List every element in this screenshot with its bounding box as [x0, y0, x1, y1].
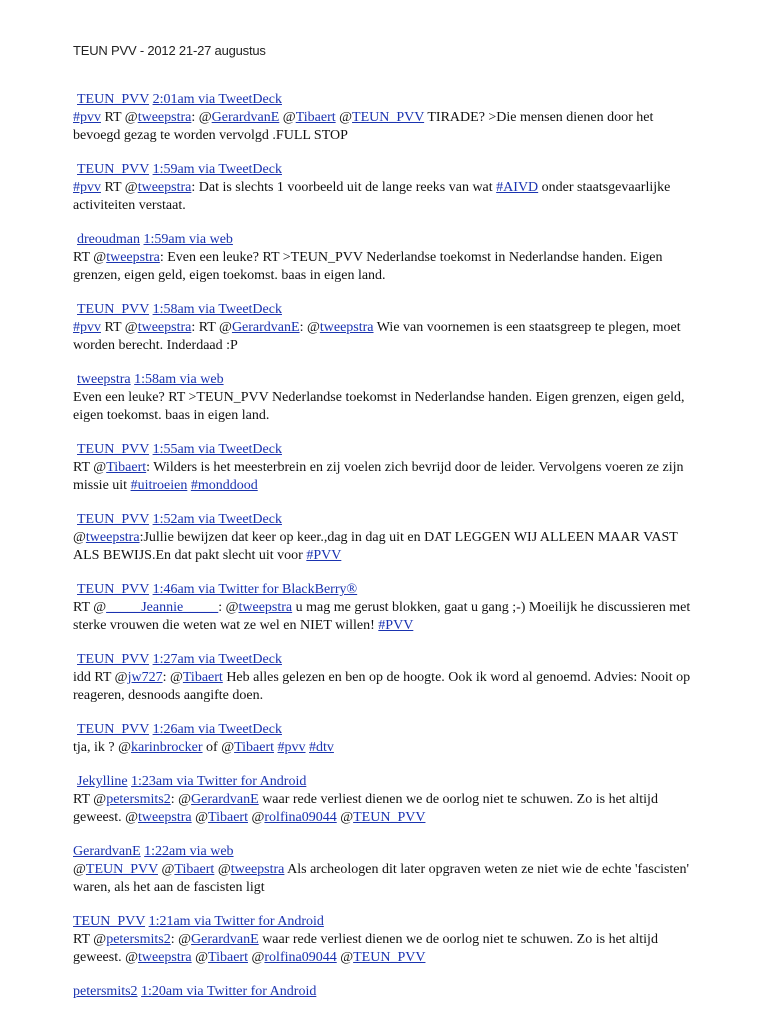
- mention-link[interactable]: tweepstra: [137, 110, 192, 125]
- mention-link[interactable]: rolfina09044: [264, 810, 337, 825]
- tweet-timestamp-link[interactable]: 1:59am via web: [143, 232, 233, 247]
- mention-link[interactable]: tweepstra: [137, 950, 192, 965]
- tweet-timestamp-link[interactable]: 1:55am via TweetDeck: [152, 442, 282, 457]
- tweet-timestamp-link[interactable]: 2:01am via TweetDeck: [152, 92, 282, 107]
- mention-link[interactable]: TEUN_PVV: [85, 862, 158, 877]
- tweet-timestamp-link[interactable]: 1:26am via TweetDeck: [152, 722, 282, 737]
- tweet-header: [73, 91, 698, 109]
- hashtag-link[interactable]: #pvv: [73, 320, 101, 335]
- tweet-text: @tweepstra:Jullie bewijzen dat keer op keer.,dag in dag uit en DAT LEGGEN WIJ ALLEEN MAAR VAST ALS BEWIJS.En dat pakt slecht uit voor #PVV: [73, 530, 678, 563]
- hashtag-link[interactable]: #dtv: [309, 740, 334, 755]
- mention-link[interactable]: tweepstra: [106, 250, 160, 265]
- tweet-header: [73, 721, 698, 739]
- tweet-username-link[interactable]: TEUN_PVV: [77, 652, 150, 667]
- tweet-text: #pvv RT @tweepstra: @GerardvanE @Tibaert @TEUN_PVV TIRADE? >Die mensen dienen door het bevoegd gezag te worden vervolgd .FULL STOP: [73, 110, 654, 143]
- hashtag-link[interactable]: #PVV: [306, 548, 342, 563]
- mention-link[interactable]: Tibaert: [234, 740, 275, 755]
- tweet-text: RT @petersmits2: @GerardvanE waar rede verliest dienen we de oorlog niet te schuwen. Zo is het altijd geweest. @tweepstra @Tibaert @rolfina09044 @TEUN_PVV: [73, 932, 658, 965]
- tweet-header: [73, 651, 698, 669]
- tweet-item: [73, 983, 698, 1001]
- tweet-item: [73, 231, 698, 285]
- tweet-timestamp-link[interactable]: 1:52am via TweetDeck: [152, 512, 282, 527]
- tweet-header: [73, 231, 698, 249]
- tweet-timestamp-link[interactable]: 1:22am via web: [144, 844, 234, 859]
- mention-link[interactable]: TEUN_PVV: [352, 110, 425, 125]
- tweet-username-link[interactable]: TEUN_PVV: [77, 442, 150, 457]
- tweet-feed: [73, 91, 698, 1017]
- tweet-timestamp-link[interactable]: 1:58am via web: [134, 372, 224, 387]
- tweet-text: idd RT @jw727: @Tibaert Heb alles gelezen en ben op de hoogte. Ook ik word al genoemd. Advies: Nooit op reageren, desnoods aangifte doen.: [73, 670, 691, 703]
- tweet-header: [73, 441, 698, 459]
- mention-link[interactable]: petersmits2: [106, 932, 171, 947]
- tweet-item: [73, 843, 698, 897]
- tweet-timestamp-link[interactable]: 1:21am via Twitter for Android: [148, 914, 324, 929]
- mention-link[interactable]: GerardvanE: [231, 320, 300, 335]
- tweet-text: @TEUN_PVV @Tibaert @tweepstra Als archeologen dit later opgraven weten ze niet wie de echte 'fascisten' waren, als het aan de fascisten ligt: [73, 862, 690, 895]
- tweet-text: Even een leuke? RT >TEUN_PVV Nederlandse toekomst in Nederlandse handen. Eigen grenzen, eigen geld, eigen toekomst. baas in eigen land.: [73, 390, 685, 423]
- tweet-username-link[interactable]: petersmits2: [73, 984, 138, 999]
- mention-link[interactable]: tweepstra: [137, 320, 192, 335]
- hashtag-link[interactable]: #PVV: [378, 618, 414, 633]
- mention-link[interactable]: tweepstra: [230, 862, 285, 877]
- tweet-timestamp-link[interactable]: 1:27am via TweetDeck: [152, 652, 282, 667]
- tweet-item: [73, 913, 698, 967]
- tweet-item: [73, 91, 698, 145]
- tweet-username-link[interactable]: Jekylline: [77, 774, 128, 789]
- tweet-header: [73, 983, 698, 1001]
- tweet-username-link[interactable]: TEUN_PVV: [73, 914, 146, 929]
- tweet-item: [73, 371, 698, 425]
- mention-link[interactable]: tweepstra: [85, 530, 140, 545]
- hashtag-link[interactable]: #uitroeien: [130, 478, 188, 493]
- tweet-item: [73, 161, 698, 215]
- mention-link[interactable]: petersmits2: [106, 792, 171, 807]
- mention-link[interactable]: _____Jeannie_____: [106, 600, 219, 615]
- hashtag-link[interactable]: #monddood: [190, 478, 258, 493]
- tweet-header: [73, 301, 698, 319]
- tweet-header: [73, 773, 698, 791]
- mention-link[interactable]: Tibaert: [174, 862, 215, 877]
- mention-link[interactable]: rolfina09044: [264, 950, 337, 965]
- mention-link[interactable]: Tibaert: [208, 810, 248, 825]
- tweet-text: RT @_____Jeannie_____: @tweepstra u mag me gerust blokken, gaat u gang ;-) Moeilijk he discussieren met sterke vrouwen die weten wat ze wel en NIET willen! #PVV: [73, 600, 691, 633]
- tweet-username-link[interactable]: TEUN_PVV: [77, 162, 150, 177]
- tweet-username-link[interactable]: TEUN_PVV: [77, 302, 150, 317]
- tweet-text: #pvv RT @tweepstra: RT @GerardvanE: @tweepstra Wie van voornemen is een staatsgreep te plegen, moet worden berecht. Inderdaad :P: [73, 320, 681, 353]
- mention-link[interactable]: Tibaert: [208, 950, 248, 965]
- mention-link[interactable]: karinbrocker: [131, 740, 203, 755]
- tweet-timestamp-link[interactable]: 1:58am via TweetDeck: [152, 302, 282, 317]
- hashtag-link[interactable]: #pvv: [73, 180, 101, 195]
- mention-link[interactable]: GerardvanE: [191, 932, 259, 947]
- tweet-username-link[interactable]: GerardvanE: [73, 844, 141, 859]
- tweet-username-link[interactable]: TEUN_PVV: [77, 722, 150, 737]
- tweet-header: [73, 161, 698, 179]
- mention-link[interactable]: Tibaert: [106, 460, 147, 475]
- tweet-header: [73, 511, 698, 529]
- tweet-text: RT @petersmits2: @GerardvanE waar rede verliest dienen we de oorlog niet te schuwen. Zo is het altijd geweest. @tweepstra @Tibaert @rolfina09044 @TEUN_PVV: [73, 792, 658, 825]
- tweet-text: tja, ik ? @karinbrocker of @Tibaert #pvv #dtv: [73, 740, 334, 755]
- mention-link[interactable]: tweepstra: [238, 600, 293, 615]
- tweet-username-link[interactable]: TEUN_PVV: [77, 582, 150, 597]
- mention-link[interactable]: Tibaert: [182, 670, 223, 685]
- tweet-username-link[interactable]: TEUN_PVV: [77, 512, 150, 527]
- tweet-header: [73, 913, 698, 931]
- tweet-text: #pvv RT @tweepstra: Dat is slechts 1 voorbeeld uit de lange reeks van wat #AIVD onder staatsgevaarlijke activiteiten verstaat.: [73, 180, 671, 213]
- hashtag-link[interactable]: #pvv: [73, 110, 101, 125]
- mention-link[interactable]: tweepstra: [137, 180, 192, 195]
- mention-link[interactable]: TEUN_PVV: [353, 810, 426, 825]
- tweet-item: [73, 511, 698, 565]
- hashtag-link[interactable]: #pvv: [277, 740, 306, 755]
- mention-link[interactable]: jw727: [127, 670, 163, 685]
- page-title: TEUN PVV - 2012 21-27 augustus: [73, 43, 266, 58]
- tweet-username-link[interactable]: tweepstra: [77, 372, 131, 387]
- mention-link[interactable]: tweepstra: [137, 810, 192, 825]
- mention-link[interactable]: TEUN_PVV: [353, 950, 426, 965]
- tweet-item: [73, 301, 698, 355]
- hashtag-link[interactable]: #AIVD: [496, 180, 539, 195]
- tweet-timestamp-link[interactable]: 1:23am via Twitter for Android: [131, 774, 307, 789]
- tweet-item: [73, 773, 698, 827]
- tweet-username-link[interactable]: dreoudman: [77, 232, 140, 247]
- tweet-item: [73, 441, 698, 495]
- tweet-header: [73, 843, 698, 861]
- mention-link[interactable]: Tibaert: [295, 110, 336, 125]
- tweet-timestamp-link[interactable]: 1:59am via TweetDeck: [152, 162, 282, 177]
- tweet-text: RT @tweepstra: Even een leuke? RT >TEUN_PVV Nederlandse toekomst in Nederlandse handen. Eigen grenzen, eigen geld, eigen toekomst. baas in eigen land.: [73, 250, 663, 283]
- mention-link[interactable]: tweepstra: [319, 320, 374, 335]
- tweet-item: [73, 721, 698, 757]
- tweet-item: [73, 651, 698, 705]
- tweet-header: [73, 371, 698, 389]
- tweet-header: [73, 581, 698, 599]
- tweet-username-link[interactable]: TEUN_PVV: [77, 92, 150, 107]
- tweet-timestamp-link[interactable]: 1:20am via Twitter for Android: [141, 984, 317, 999]
- tweet-timestamp-link[interactable]: 1:46am via Twitter for BlackBerry®: [152, 582, 358, 597]
- tweet-text: RT @Tibaert: Wilders is het meesterbrein en zij voelen zich bevrijd door de leider. Vervolgens voeren ze zijn missie uit #uitroeien #monddood: [73, 460, 684, 493]
- mention-link[interactable]: GerardvanE: [211, 110, 280, 125]
- tweet-item: [73, 581, 698, 635]
- mention-link[interactable]: GerardvanE: [191, 792, 259, 807]
